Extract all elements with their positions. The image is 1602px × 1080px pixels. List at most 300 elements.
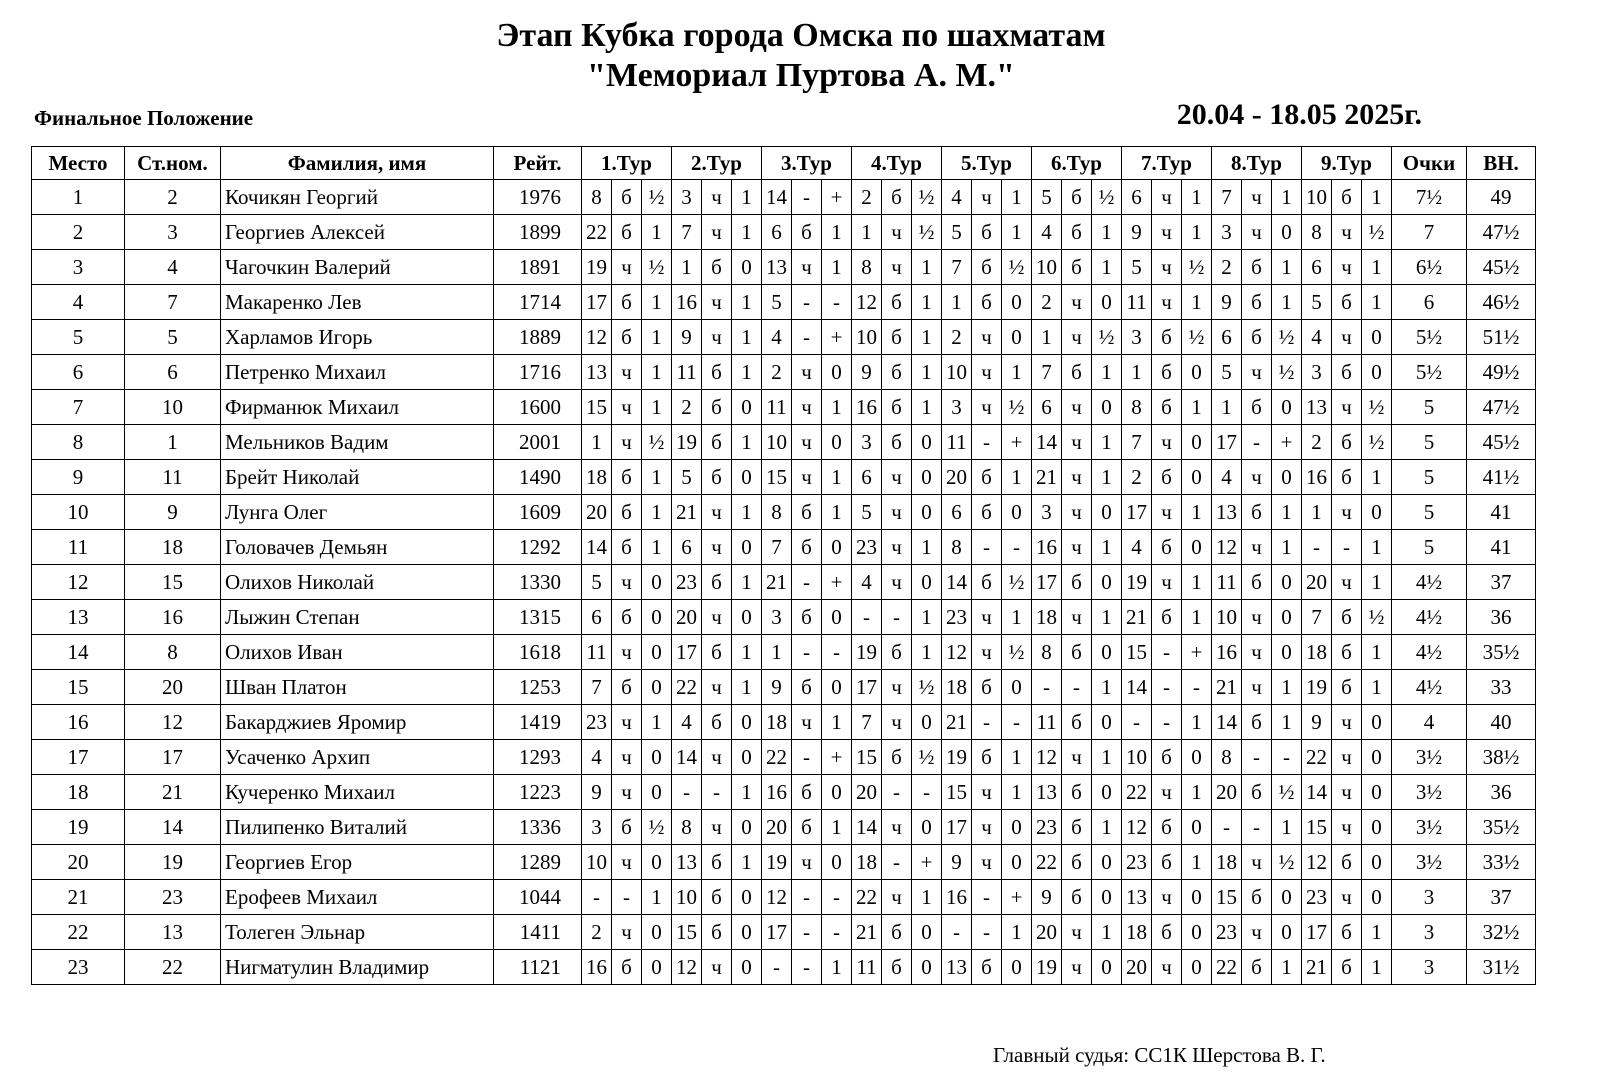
- round-opponent-cell: 12: [1302, 845, 1332, 880]
- round-color-cell: б: [792, 810, 822, 845]
- points-cell: 3½: [1392, 775, 1467, 810]
- round-color-cell: -: [972, 915, 1002, 950]
- round-result-cell: 1: [732, 285, 762, 320]
- round-result-cell: ½: [1092, 320, 1122, 355]
- round-color-cell: ч: [972, 355, 1002, 390]
- start-number-cell: 12: [125, 705, 221, 740]
- round-opponent-cell: 7: [942, 250, 972, 285]
- round-color-cell: ч: [1062, 950, 1092, 985]
- round-result-cell: 0: [1272, 635, 1302, 670]
- round-opponent-cell: 19: [1032, 950, 1062, 985]
- round-opponent-cell: 21: [852, 915, 882, 950]
- round-opponent-cell: 18: [1122, 915, 1152, 950]
- round-color-cell: б: [612, 810, 642, 845]
- round-result-cell: ½: [912, 670, 942, 705]
- round-result-cell: 1: [1272, 810, 1302, 845]
- player-name-cell: Пилипенко Виталий: [221, 810, 494, 845]
- table-row: [32, 565, 1536, 600]
- round-result-cell: 1: [642, 530, 672, 565]
- round-color-cell: -: [792, 320, 822, 355]
- round-color-cell: ч: [702, 670, 732, 705]
- round-result-cell: 0: [732, 460, 762, 495]
- round-opponent-cell: 10: [1122, 740, 1152, 775]
- round-opponent-cell: 2: [1302, 425, 1332, 460]
- round-result-cell: 0: [1002, 950, 1032, 985]
- round-color-cell: ч: [1062, 425, 1092, 460]
- round-color-cell: б: [1152, 845, 1182, 880]
- round-result-cell: ½: [642, 425, 672, 460]
- round-result-cell: 1: [912, 635, 942, 670]
- title-line-2: "Мемориал Пуртова А. М.": [587, 57, 1015, 94]
- round-color-cell: -: [1152, 705, 1182, 740]
- round-result-cell: 0: [732, 740, 762, 775]
- round-color-cell: б: [882, 740, 912, 775]
- round-result-cell: ½: [1002, 390, 1032, 425]
- place-cell: 7: [32, 390, 125, 425]
- column-header: 4.Тур: [852, 147, 942, 180]
- points-cell: 5: [1392, 425, 1467, 460]
- round-result-cell: -: [1002, 705, 1032, 740]
- round-opponent-cell: 12: [582, 320, 612, 355]
- round-opponent-cell: 17: [852, 670, 882, 705]
- round-opponent-cell: 21: [1302, 950, 1332, 985]
- section-label: Финальное Положение: [34, 106, 254, 130]
- points-cell: 5: [1392, 460, 1467, 495]
- round-result-cell: 0: [1272, 600, 1302, 635]
- round-opponent-cell: 19: [672, 425, 702, 460]
- start-number-cell: 23: [125, 880, 221, 915]
- round-opponent-cell: 14: [1122, 670, 1152, 705]
- round-result-cell: 1: [1092, 810, 1122, 845]
- round-result-cell: 0: [732, 600, 762, 635]
- round-result-cell: 0: [1002, 670, 1032, 705]
- round-opponent-cell: 22: [762, 740, 792, 775]
- round-opponent-cell: 23: [942, 600, 972, 635]
- round-opponent-cell: 8: [942, 530, 972, 565]
- round-result-cell: 0: [1092, 495, 1122, 530]
- place-cell: 3: [32, 250, 125, 285]
- round-color-cell: б: [1332, 600, 1362, 635]
- round-opponent-cell: 9: [672, 320, 702, 355]
- round-result-cell: ½: [642, 250, 672, 285]
- round-color-cell: б: [702, 355, 732, 390]
- table-header-row: [32, 147, 1536, 180]
- round-color-cell: б: [1062, 565, 1092, 600]
- points-cell: 7½: [1392, 180, 1467, 215]
- round-opponent-cell: 17: [672, 635, 702, 670]
- round-result-cell: 1: [912, 530, 942, 565]
- round-color-cell: ч: [1242, 670, 1272, 705]
- table-row: [32, 320, 1536, 355]
- round-color-cell: ч: [1242, 915, 1272, 950]
- round-opponent-cell: 1: [852, 215, 882, 250]
- round-opponent-cell: 2: [1122, 460, 1152, 495]
- round-opponent-cell: 3: [1212, 215, 1242, 250]
- points-cell: 4½: [1392, 635, 1467, 670]
- round-result-cell: 0: [1002, 810, 1032, 845]
- start-number-cell: 9: [125, 495, 221, 530]
- round-result-cell: 0: [1182, 915, 1212, 950]
- column-header: Место: [32, 147, 125, 180]
- player-name-cell: Шван Платон: [221, 670, 494, 705]
- round-opponent-cell: 4: [942, 180, 972, 215]
- round-opponent-cell: 15: [942, 775, 972, 810]
- round-result-cell: 0: [1092, 390, 1122, 425]
- round-opponent-cell: 20: [942, 460, 972, 495]
- round-color-cell: ч: [612, 565, 642, 600]
- round-opponent-cell: 4: [1032, 215, 1062, 250]
- round-color-cell: -: [792, 880, 822, 915]
- round-result-cell: +: [1272, 425, 1302, 460]
- round-color-cell: б: [1152, 460, 1182, 495]
- round-color-cell: ч: [1332, 495, 1362, 530]
- title-line-1: Этап Кубка города Омска по шахматам: [496, 17, 1106, 54]
- round-color-cell: ч: [702, 740, 732, 775]
- round-color-cell: ч: [1332, 705, 1362, 740]
- place-cell: 20: [32, 845, 125, 880]
- round-result-cell: 1: [1092, 530, 1122, 565]
- round-result-cell: -: [822, 915, 852, 950]
- round-color-cell: б: [612, 495, 642, 530]
- round-color-cell: ч: [882, 565, 912, 600]
- round-result-cell: ½: [1272, 355, 1302, 390]
- round-opponent-cell: -: [672, 775, 702, 810]
- tiebreak-cell: 51½: [1467, 320, 1536, 355]
- round-opponent-cell: 10: [672, 880, 702, 915]
- round-color-cell: б: [1062, 775, 1092, 810]
- round-opponent-cell: 1: [942, 285, 972, 320]
- round-color-cell: б: [1242, 320, 1272, 355]
- player-name-cell: Петренко Михаил: [221, 355, 494, 390]
- round-color-cell: б: [792, 215, 822, 250]
- round-color-cell: б: [882, 355, 912, 390]
- place-cell: 15: [32, 670, 125, 705]
- column-header: Фамилия, имя: [221, 147, 494, 180]
- column-header: 9.Тур: [1302, 147, 1392, 180]
- player-name-cell: Нигматулин Владимир: [221, 950, 494, 985]
- round-color-cell: б: [1242, 495, 1272, 530]
- round-opponent-cell: 22: [1122, 775, 1152, 810]
- round-result-cell: -: [1182, 670, 1212, 705]
- round-color-cell: ч: [1242, 460, 1272, 495]
- tiebreak-cell: 41½: [1467, 460, 1536, 495]
- round-opponent-cell: -: [1032, 670, 1062, 705]
- round-result-cell: 1: [1182, 705, 1212, 740]
- round-opponent-cell: -: [762, 950, 792, 985]
- round-opponent-cell: 7: [762, 530, 792, 565]
- round-result-cell: 1: [1272, 285, 1302, 320]
- round-result-cell: 1: [732, 180, 762, 215]
- round-result-cell: -: [822, 635, 852, 670]
- player-name-cell: Толеген Эльнар: [221, 915, 494, 950]
- round-result-cell: 1: [1182, 180, 1212, 215]
- round-opponent-cell: 23: [1212, 915, 1242, 950]
- table-row: [32, 285, 1536, 320]
- round-result-cell: 0: [1362, 845, 1392, 880]
- round-result-cell: 1: [1362, 635, 1392, 670]
- round-result-cell: 0: [912, 915, 942, 950]
- round-opponent-cell: 21: [672, 495, 702, 530]
- round-opponent-cell: 19: [852, 635, 882, 670]
- round-color-cell: -: [792, 915, 822, 950]
- player-name-cell: Олихов Николай: [221, 565, 494, 600]
- round-result-cell: 1: [1362, 180, 1392, 215]
- round-opponent-cell: 11: [1122, 285, 1152, 320]
- round-result-cell: 0: [642, 565, 672, 600]
- column-header: 3.Тур: [762, 147, 852, 180]
- round-color-cell: б: [1152, 320, 1182, 355]
- rating-cell: 1976: [494, 180, 582, 215]
- player-name-cell: Георгиев Егор: [221, 845, 494, 880]
- round-color-cell: ч: [1062, 320, 1092, 355]
- points-cell: 5: [1392, 495, 1467, 530]
- round-result-cell: +: [822, 740, 852, 775]
- round-result-cell: 0: [1362, 495, 1392, 530]
- column-header: 1.Тур: [582, 147, 672, 180]
- round-color-cell: ч: [1062, 915, 1092, 950]
- round-opponent-cell: 7: [582, 670, 612, 705]
- round-opponent-cell: 2: [1032, 285, 1062, 320]
- round-color-cell: б: [792, 600, 822, 635]
- round-color-cell: -: [1152, 670, 1182, 705]
- player-name-cell: Фирманюк Михаил: [221, 390, 494, 425]
- round-result-cell: 0: [1182, 810, 1212, 845]
- round-result-cell: 1: [642, 880, 672, 915]
- round-result-cell: 0: [1182, 880, 1212, 915]
- start-number-cell: 17: [125, 740, 221, 775]
- round-color-cell: ч: [1152, 215, 1182, 250]
- round-result-cell: 1: [1002, 180, 1032, 215]
- round-color-cell: -: [882, 600, 912, 635]
- round-opponent-cell: -: [582, 880, 612, 915]
- round-opponent-cell: 8: [582, 180, 612, 215]
- round-color-cell: б: [1242, 705, 1272, 740]
- round-result-cell: 0: [732, 530, 762, 565]
- round-result-cell: +: [1002, 425, 1032, 460]
- round-opponent-cell: 18: [582, 460, 612, 495]
- round-opponent-cell: 5: [1212, 355, 1242, 390]
- round-opponent-cell: 6: [672, 530, 702, 565]
- round-result-cell: 1: [732, 670, 762, 705]
- round-result-cell: 0: [1002, 285, 1032, 320]
- round-color-cell: б: [1062, 215, 1092, 250]
- round-color-cell: ч: [1242, 600, 1272, 635]
- round-opponent-cell: 10: [582, 845, 612, 880]
- round-color-cell: ч: [972, 180, 1002, 215]
- place-cell: 9: [32, 460, 125, 495]
- round-opponent-cell: 2: [942, 320, 972, 355]
- round-opponent-cell: 2: [852, 180, 882, 215]
- round-color-cell: -: [972, 880, 1002, 915]
- round-opponent-cell: 19: [1302, 670, 1332, 705]
- round-color-cell: -: [882, 845, 912, 880]
- round-opponent-cell: -: [852, 600, 882, 635]
- round-color-cell: ч: [1152, 285, 1182, 320]
- round-opponent-cell: 8: [1302, 215, 1332, 250]
- round-color-cell: б: [1152, 740, 1182, 775]
- round-opponent-cell: 20: [1302, 565, 1332, 600]
- start-number-cell: 13: [125, 915, 221, 950]
- round-opponent-cell: 11: [1212, 565, 1242, 600]
- round-result-cell: ½: [642, 180, 672, 215]
- round-opponent-cell: 8: [1212, 740, 1242, 775]
- round-color-cell: б: [1332, 915, 1362, 950]
- round-color-cell: ч: [612, 740, 642, 775]
- round-color-cell: ч: [882, 460, 912, 495]
- round-opponent-cell: 6: [1122, 180, 1152, 215]
- round-result-cell: ½: [1002, 250, 1032, 285]
- round-color-cell: б: [1242, 775, 1272, 810]
- round-result-cell: 1: [822, 390, 852, 425]
- round-opponent-cell: 22: [852, 880, 882, 915]
- rating-cell: 1419: [494, 705, 582, 740]
- player-name-cell: Макаренко Лев: [221, 285, 494, 320]
- round-result-cell: 0: [912, 565, 942, 600]
- round-result-cell: 0: [642, 600, 672, 635]
- chief-judge: Главный судья: СС1К Шерстова В. Г.: [993, 1043, 1326, 1067]
- round-result-cell: 0: [732, 950, 762, 985]
- round-color-cell: б: [702, 425, 732, 460]
- round-opponent-cell: 17: [942, 810, 972, 845]
- round-color-cell: б: [1332, 845, 1362, 880]
- table-row: [32, 635, 1536, 670]
- round-result-cell: ½: [1002, 635, 1032, 670]
- start-number-cell: 14: [125, 810, 221, 845]
- round-opponent-cell: 6: [852, 460, 882, 495]
- round-result-cell: -: [1002, 530, 1032, 565]
- round-result-cell: 1: [1092, 355, 1122, 390]
- round-color-cell: -: [792, 285, 822, 320]
- table-row: [32, 670, 1536, 705]
- round-result-cell: 0: [1182, 460, 1212, 495]
- round-opponent-cell: 5: [852, 495, 882, 530]
- start-number-cell: 6: [125, 355, 221, 390]
- rating-cell: 1336: [494, 810, 582, 845]
- round-opponent-cell: 3: [852, 425, 882, 460]
- round-color-cell: б: [612, 460, 642, 495]
- round-color-cell: ч: [1062, 390, 1092, 425]
- tournament-dates: 20.04 - 18.05 2025г.: [1176, 98, 1422, 131]
- round-result-cell: 1: [1182, 565, 1212, 600]
- points-cell: 5½: [1392, 355, 1467, 390]
- round-color-cell: ч: [1332, 880, 1362, 915]
- rating-cell: 1315: [494, 600, 582, 635]
- round-opponent-cell: 15: [762, 460, 792, 495]
- round-opponent-cell: 13: [1032, 775, 1062, 810]
- round-result-cell: 0: [642, 915, 672, 950]
- round-result-cell: 0: [1092, 775, 1122, 810]
- round-opponent-cell: 2: [1212, 250, 1242, 285]
- place-cell: 6: [32, 355, 125, 390]
- rating-cell: 1714: [494, 285, 582, 320]
- round-result-cell: 1: [732, 215, 762, 250]
- start-number-cell: 4: [125, 250, 221, 285]
- round-color-cell: б: [972, 740, 1002, 775]
- round-color-cell: б: [612, 950, 642, 985]
- round-color-cell: ч: [792, 425, 822, 460]
- points-cell: 3½: [1392, 810, 1467, 845]
- round-result-cell: 0: [732, 390, 762, 425]
- player-name-cell: Брейт Николай: [221, 460, 494, 495]
- round-result-cell: 0: [912, 460, 942, 495]
- round-result-cell: 1: [1362, 950, 1392, 985]
- round-color-cell: б: [612, 285, 642, 320]
- round-result-cell: 1: [822, 460, 852, 495]
- round-result-cell: 0: [1092, 950, 1122, 985]
- round-opponent-cell: 15: [672, 915, 702, 950]
- tiebreak-cell: 46½: [1467, 285, 1536, 320]
- round-color-cell: ч: [1332, 810, 1362, 845]
- round-color-cell: ч: [882, 810, 912, 845]
- round-result-cell: ½: [1182, 320, 1212, 355]
- round-result-cell: 1: [912, 320, 942, 355]
- round-opponent-cell: 15: [852, 740, 882, 775]
- round-result-cell: -: [822, 880, 852, 915]
- rating-cell: 1716: [494, 355, 582, 390]
- round-result-cell: 0: [732, 915, 762, 950]
- round-color-cell: -: [792, 635, 822, 670]
- round-result-cell: 1: [1182, 495, 1212, 530]
- round-opponent-cell: 3: [942, 390, 972, 425]
- round-color-cell: б: [1332, 635, 1362, 670]
- round-color-cell: -: [792, 740, 822, 775]
- round-color-cell: б: [1152, 390, 1182, 425]
- round-opponent-cell: 1: [762, 635, 792, 670]
- round-color-cell: ч: [1332, 390, 1362, 425]
- round-opponent-cell: 20: [852, 775, 882, 810]
- round-result-cell: 1: [732, 425, 762, 460]
- place-cell: 17: [32, 740, 125, 775]
- round-opponent-cell: 23: [1032, 810, 1062, 845]
- round-color-cell: ч: [1332, 320, 1362, 355]
- round-color-cell: ч: [792, 355, 822, 390]
- round-result-cell: ½: [912, 215, 942, 250]
- rating-cell: 1289: [494, 845, 582, 880]
- round-result-cell: ½: [1362, 600, 1392, 635]
- round-opponent-cell: 14: [942, 565, 972, 600]
- round-color-cell: б: [882, 180, 912, 215]
- round-color-cell: б: [702, 565, 732, 600]
- round-color-cell: ч: [972, 845, 1002, 880]
- round-color-cell: б: [882, 950, 912, 985]
- table-row: [32, 530, 1536, 565]
- round-opponent-cell: 19: [582, 250, 612, 285]
- round-color-cell: ч: [882, 670, 912, 705]
- round-result-cell: 0: [642, 775, 672, 810]
- round-result-cell: ½: [1362, 390, 1392, 425]
- round-opponent-cell: 13: [762, 250, 792, 285]
- place-cell: 21: [32, 880, 125, 915]
- round-result-cell: 1: [822, 495, 852, 530]
- round-opponent-cell: 16: [582, 950, 612, 985]
- tiebreak-cell: 35½: [1467, 810, 1536, 845]
- round-result-cell: 0: [1272, 880, 1302, 915]
- round-color-cell: ч: [612, 705, 642, 740]
- place-cell: 10: [32, 495, 125, 530]
- round-opponent-cell: 6: [582, 600, 612, 635]
- points-cell: 6½: [1392, 250, 1467, 285]
- round-color-cell: б: [1152, 530, 1182, 565]
- round-result-cell: 1: [642, 705, 672, 740]
- round-result-cell: 0: [1272, 460, 1302, 495]
- round-opponent-cell: 4: [1212, 460, 1242, 495]
- round-result-cell: 0: [642, 845, 672, 880]
- round-result-cell: ½: [912, 180, 942, 215]
- round-result-cell: 1: [1182, 775, 1212, 810]
- round-opponent-cell: 18: [1212, 845, 1242, 880]
- round-opponent-cell: 5: [1122, 250, 1152, 285]
- round-opponent-cell: 6: [1212, 320, 1242, 355]
